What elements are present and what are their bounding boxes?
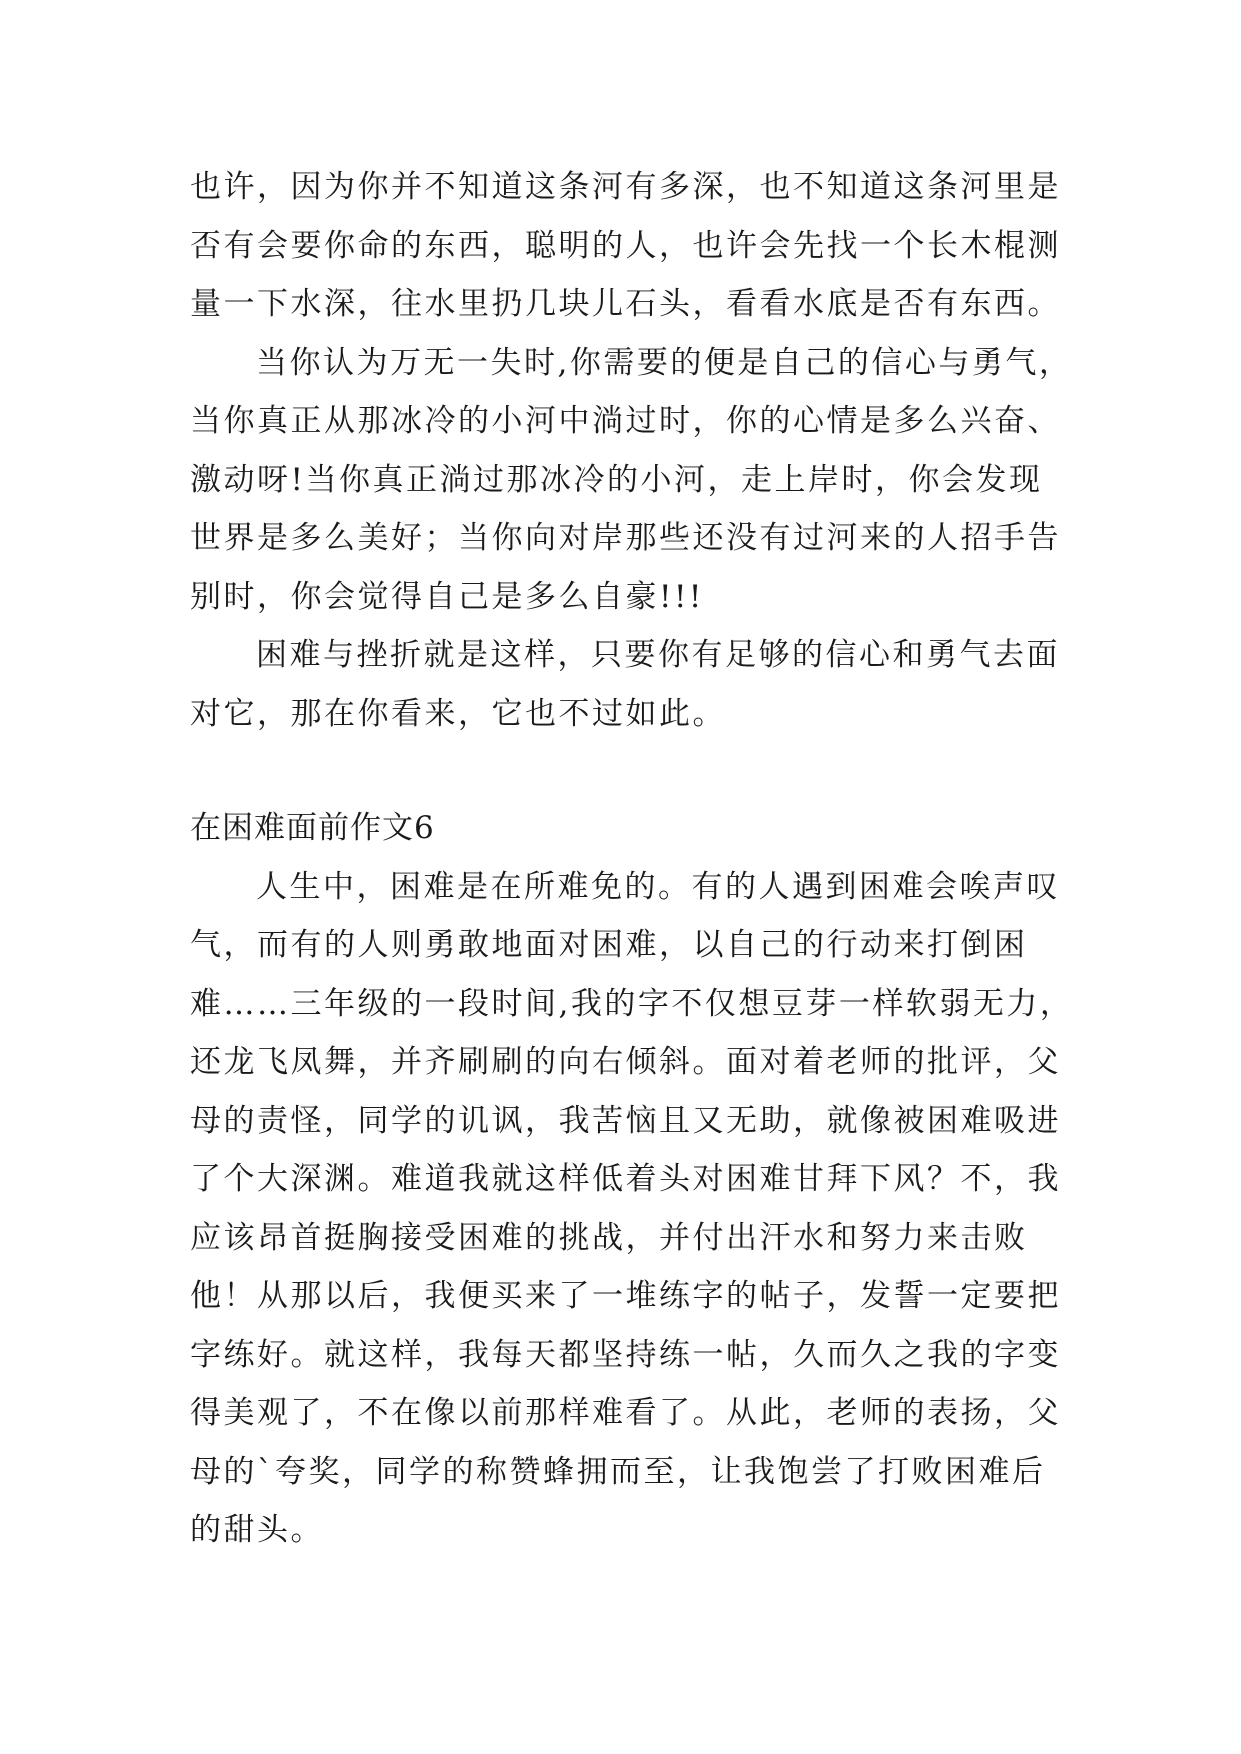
text-line: 了个大深渊。难道我就这样低着头对困难甘拜下风？不，我 xyxy=(190,1161,1061,1197)
text-line: 母的责怪，同学的讥讽，我苦恼且又无助，就像被困难吸进 xyxy=(190,1102,1061,1139)
text-line: 也许，因为你并不知道这条河有多深，也不知道这条河里是 xyxy=(190,169,1061,205)
text-line: 母的`夸奖，同学的称赞蜂拥而至，让我饱尝了打败困难后 xyxy=(190,1453,1046,1490)
text-line: 激动呀!当你真正淌过那冰冷的小河，走上岸时，你会发现 xyxy=(190,461,1043,498)
text-line: 困难与挫折就是这样，只要你有足够的信心和勇气去面 xyxy=(256,637,1060,673)
document-body xyxy=(190,158,1074,1560)
text-line: 应该昂首挺胸接受困难的挑战，并付出汗水和努力来击败 xyxy=(190,1219,1028,1256)
text-line: 的甜头。 xyxy=(190,1512,324,1548)
paragraph-3 xyxy=(190,626,1060,743)
section-title: 在困难面前作文6 xyxy=(190,810,435,846)
text-line: 当你真正从那冰冷的小河中淌过时，你的心情是多么兴奋、 xyxy=(190,403,1061,439)
text-line: 人生中，困难是在所难免的。有的人遇到困难会唉声叹 xyxy=(256,868,1060,905)
section-spacer xyxy=(190,743,1060,799)
text-line: 他！从那以后，我便买来了一堆练字的帖子，发誓一定要把 xyxy=(190,1278,1061,1314)
paragraph-4 xyxy=(190,858,1074,1560)
text-line: 量一下水深，往水里扔几块儿石头，看看水底是否有东西。 xyxy=(190,286,1061,322)
text-line: 得美观了，不在像以前那样难看了。从此，老师的表扬，父 xyxy=(190,1395,1061,1431)
text-line: 字练好。就这样，我每天都坚持练一帖，久而久之我的字变 xyxy=(190,1336,1061,1373)
text-line: 别时，你会觉得自己是多么自豪!!! xyxy=(190,578,704,615)
text-line: 否有会要你命的东西，聪明的人，也许会先找一个长木棍测 xyxy=(190,227,1061,264)
paragraph-2 xyxy=(190,334,1073,627)
text-line: 世界是多么美好；当你向对岸那些还没有过河来的人招手告 xyxy=(190,520,1061,556)
text-line: 对它，那在你看来，它也不过如此。 xyxy=(190,695,726,732)
text-line: 当你认为万无一失时,你需要的便是自己的信心与勇气， xyxy=(256,344,1073,381)
paragraph-1 xyxy=(190,158,1060,334)
text-line: 还龙飞凤舞，并齐刷刷的向右倾斜。面对着老师的批评，父 xyxy=(190,1044,1061,1080)
text-line: 难……三年级的一段时间,我的字不仅想豆芽一样软弱无力， xyxy=(190,985,1074,1022)
text-line: 气，而有的人则勇敢地面对困难，以自己的行动来打倒困 xyxy=(190,927,1028,963)
